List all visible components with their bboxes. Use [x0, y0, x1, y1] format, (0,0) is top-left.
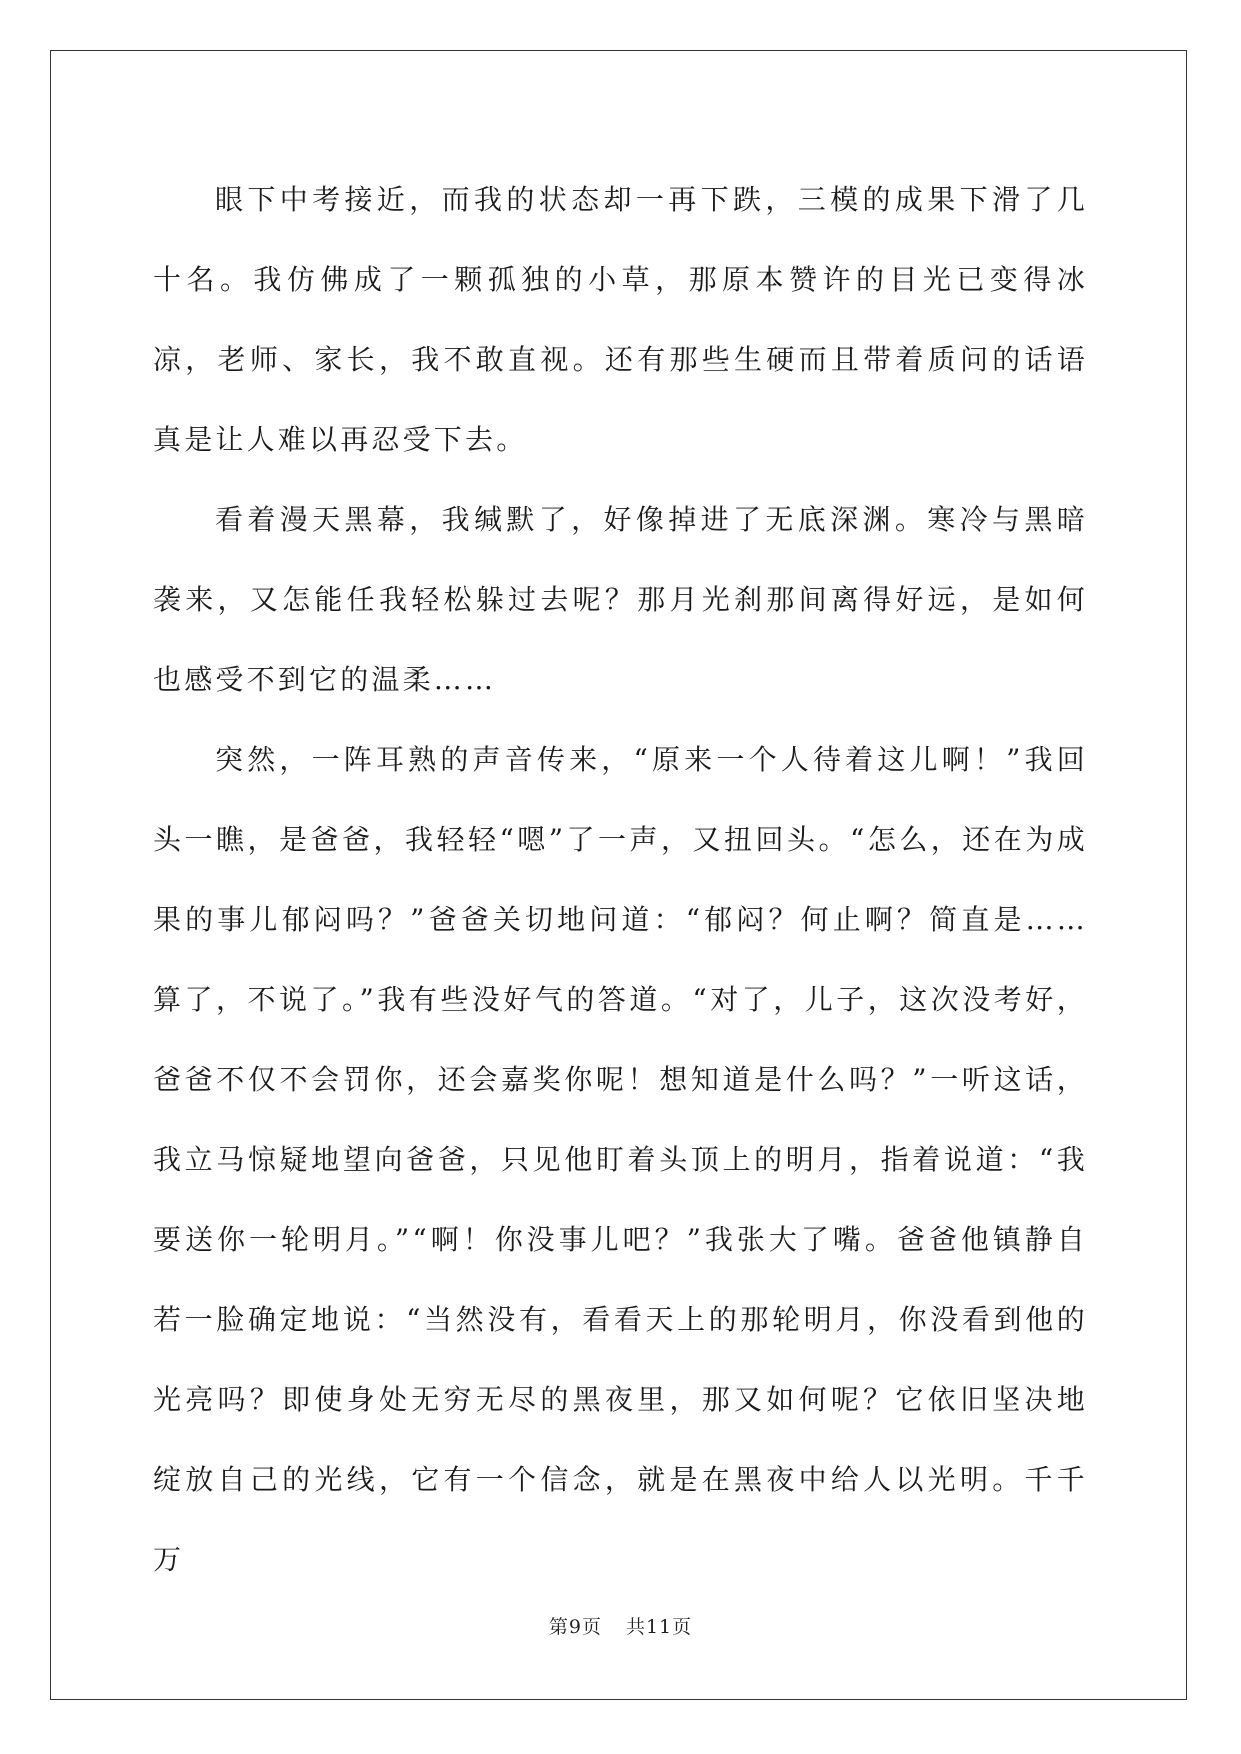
page-footer [0, 1612, 1241, 1639]
paragraph: 眼下中考接近，而我的状态却一再下跌，三模的成果下滑了几十名。我仿佛成了一颗孤独的小草，那原本赞许的目光已变得冰凉，老师、家长，我不敢直视。还有那些生硬而且带着质问的话语真是让人难以再忍受下去。 [153, 183, 1088, 456]
page-number: 第9页 [548, 1616, 602, 1638]
paragraph: 看着漫天黑幕，我缄默了，好像掉进了无底深渊。寒冷与黑暗袭来，又怎能任我轻松躲过去呢？那月光刹那间离得好远，是如何也感受不到它的温柔…… [153, 503, 1088, 696]
paragraph: 突然，一阵耳熟的声音传来，“原来一个人待着这儿啊！”我回头一瞧，是爸爸，我轻轻“嗯”了一声，又扭回头。“怎么，还在为成果的事儿郁闷吗？”爸爸关切地问道：“郁闷？何止啊？简直是……算了，不说了。”我有些没好气的答道。“对了，儿子，这次没考好，爸爸不仅不会罚你，还会嘉奖你呢！想知道是什么吗？”一听这话，我立马惊疑地望向爸爸，只见他盯着头顶上的明月，指着说道：“我要送你一轮明月。”“啊！你没事儿吧？”我张大了嘴。爸爸他镇静自若一脸确定地说：“当然没有，看看天上的那轮明月，你没看到他的光亮吗？即使身处无穷无尽的黑夜里，那又如何呢？它依旧坚决地绽放自己的光线，它有一个信念，就是在黑夜中给人以光明。千千万 [153, 743, 1088, 1576]
page-total: 共11页 [625, 1616, 693, 1638]
document-body [153, 160, 1088, 1600]
